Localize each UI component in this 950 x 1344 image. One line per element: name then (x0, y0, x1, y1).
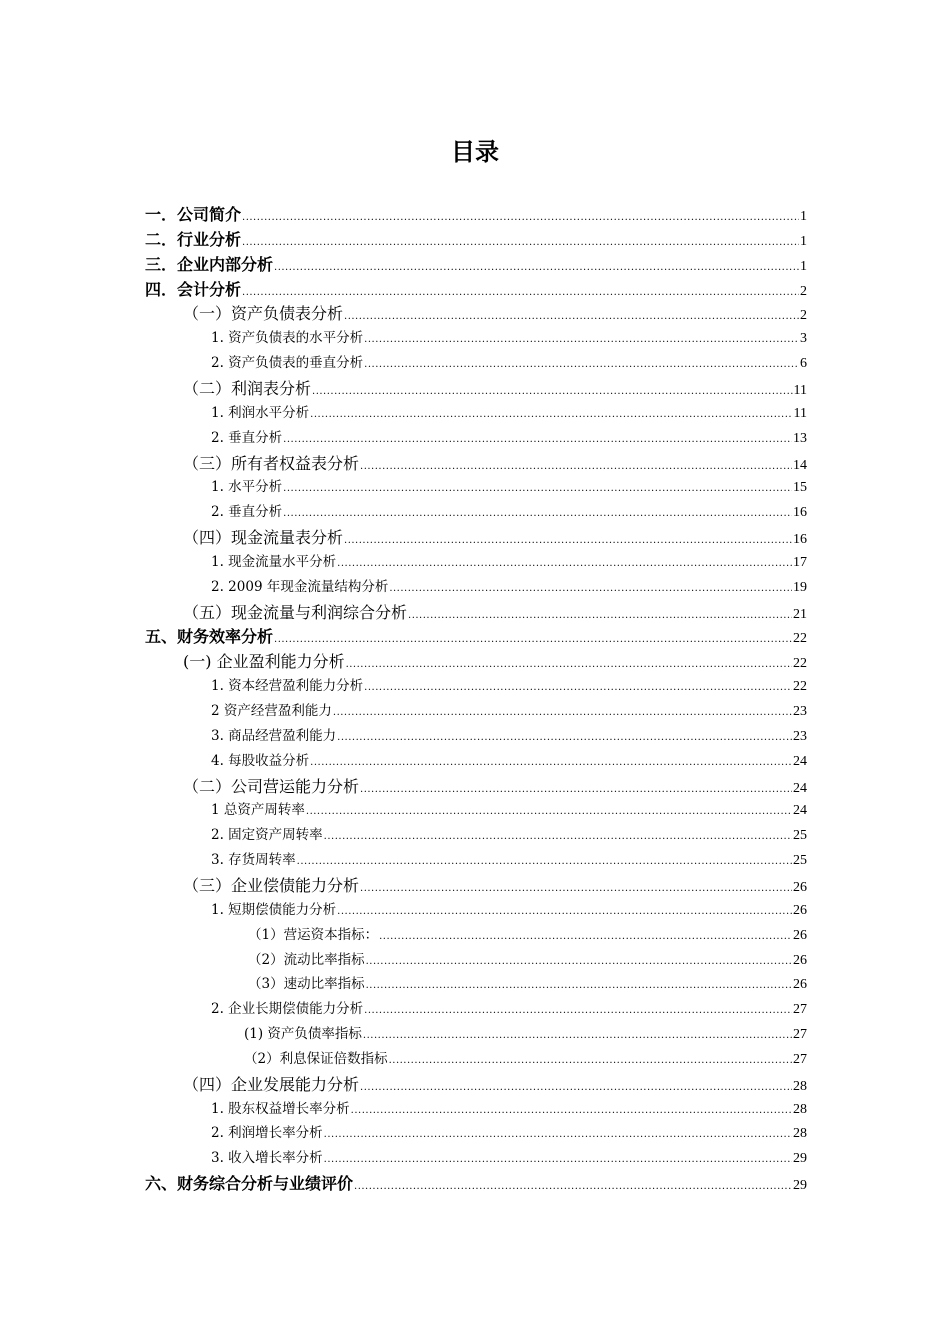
toc-entry[interactable] (211, 426, 807, 447)
toc-entry[interactable] (211, 798, 807, 819)
toc-entry-label: （3）速动比率指标 (248, 976, 365, 993)
toc-entry-label: 四．会计分析 (145, 279, 242, 299)
toc-entry-page-number: 21 (793, 606, 807, 622)
toc-dot-leader (366, 956, 792, 967)
toc-entry-label: （三）企业偿债能力分析 (183, 875, 360, 895)
toc-dot-leader (408, 610, 792, 621)
toc-entry-page-number: 22 (793, 631, 807, 647)
toc-entry[interactable] (211, 550, 807, 571)
toc-entry-label: 1. 股东权益增长率分析 (211, 1100, 350, 1117)
toc-entry-page-number: 24 (793, 753, 807, 769)
toc-entry-page-number: 25 (793, 853, 807, 869)
toc-entry-page-number: 19 (793, 579, 807, 595)
toc-entry-label: （2）利息保证倍数指标 (244, 1050, 388, 1067)
toc-entry-page-number: 23 (793, 704, 807, 719)
toc-dot-leader (274, 634, 792, 645)
toc-entry-label: （五）现金流量与利润综合分析 (183, 602, 408, 622)
toc-entry-page-number: 23 (793, 728, 807, 744)
toc-dot-leader (306, 806, 792, 817)
toc-entry-page-number: 1 (800, 258, 807, 274)
toc-dot-leader (337, 558, 792, 569)
toc-dot-leader (337, 732, 792, 743)
toc-entry-label: 五、财务效率分析 (145, 627, 274, 647)
toc-entry-page-number: 3 (800, 331, 807, 347)
toc-entry[interactable] (211, 1121, 807, 1142)
toc-entry[interactable] (211, 1097, 807, 1118)
toc-dot-leader (344, 535, 792, 546)
toc-entry[interactable] (183, 649, 807, 672)
toc-entry[interactable] (248, 948, 807, 969)
toc-entry-page-number: 16 (793, 532, 807, 548)
toc-entry-label: （一）资产负债表分析 (183, 304, 344, 324)
toc-entry[interactable] (211, 1146, 807, 1167)
toc-entry-label: （二）利润表分析 (183, 378, 312, 398)
toc-entry-label: 4. 每股收益分析 (211, 752, 310, 769)
toc-entry[interactable] (183, 774, 807, 797)
toc-entry[interactable] (211, 699, 807, 720)
toc-entry-page-number: 22 (793, 679, 807, 695)
toc-entry-label: 2. 2009 年现金流量结构分析 (211, 578, 389, 595)
toc-entry[interactable] (183, 525, 807, 548)
toc-entry-page-number: 2 (800, 308, 807, 324)
toc-entry[interactable] (145, 1171, 807, 1194)
toc-dot-leader (360, 784, 792, 795)
toc-entry-label: （二）公司营运能力分析 (183, 776, 360, 796)
toc-entry-page-number: 17 (793, 554, 807, 570)
toc-entry-page-number: 26 (793, 879, 807, 895)
toc-entry[interactable] (211, 898, 807, 919)
toc-entry-label: 2. 垂直分析 (211, 429, 283, 446)
toc-dot-leader (333, 707, 792, 718)
toc-entry-page-number: 26 (793, 902, 807, 918)
toc-entry-page-number: 29 (793, 1151, 807, 1167)
toc-dot-leader (364, 359, 799, 370)
toc-entry-label: 一．公司简介 (145, 205, 242, 224)
toc-dot-leader (360, 1082, 792, 1093)
toc-entry-label: 1. 资本经营盈利能力分析 (211, 678, 364, 695)
toc-entry[interactable] (211, 475, 807, 496)
toc-entry-page-number: 26 (793, 952, 807, 968)
toc-entry[interactable] (183, 301, 807, 324)
toc-entry-page-number: 28 (793, 1078, 807, 1094)
toc-entry-label: 1. 现金流量水平分析 (211, 553, 337, 570)
toc-entry[interactable] (145, 252, 807, 275)
toc-entry-label: 二．行业分析 (145, 229, 242, 249)
toc-dot-leader (242, 212, 799, 223)
toc-dot-leader (389, 583, 792, 594)
toc-entry-label: 3. 商品经营盈利能力 (211, 727, 337, 744)
toc-entry[interactable] (211, 351, 807, 372)
toc-entry-label: (一) 企业盈利能力分析 (183, 652, 345, 672)
toc-dot-leader (310, 757, 792, 768)
toc-entry-page-number: 27 (793, 1002, 807, 1018)
toc-dot-leader (283, 483, 792, 494)
toc-dot-leader (360, 883, 792, 894)
toc-dot-leader (283, 434, 792, 445)
toc-dot-leader (366, 980, 792, 991)
toc-entry-page-number: 13 (793, 430, 807, 446)
toc-entry-page-number: 6 (800, 356, 807, 372)
toc-dot-leader (312, 386, 793, 397)
toc-entry[interactable] (211, 401, 807, 422)
toc-dot-leader (344, 311, 799, 322)
toc-entry-page-number: 26 (793, 977, 807, 993)
toc-entry-page-number: 29 (793, 1178, 807, 1194)
toc-entry-label: （四）企业发展能力分析 (183, 1074, 360, 1094)
toc-dot-leader (283, 508, 792, 519)
toc-dot-leader (242, 237, 799, 248)
toc-entry-label: 2. 企业长期偿债能力分析 (211, 1001, 364, 1018)
toc-entry[interactable] (211, 575, 807, 596)
toc-entry-label: 2. 资产负债表的垂直分析 (211, 355, 364, 372)
toc-entry[interactable] (145, 227, 807, 250)
toc-entry[interactable] (211, 326, 807, 347)
toc-entry-page-number: 24 (793, 780, 807, 796)
toc-entry[interactable] (183, 600, 807, 623)
toc-entry[interactable] (183, 451, 807, 474)
toc-entry-label: 2 资产经营盈利能力 (211, 703, 332, 719)
toc-entry-page-number: 25 (793, 828, 807, 844)
toc-entry[interactable] (145, 277, 807, 300)
toc-entry[interactable] (183, 376, 807, 399)
toc-entry[interactable] (244, 1022, 807, 1043)
toc-entry-label: 六、财务综合分析与业绩评价 (145, 1174, 354, 1194)
toc-entry[interactable] (211, 724, 807, 745)
toc-entry-label: 3. 存货周转率 (211, 852, 296, 869)
toc-dot-leader (360, 461, 792, 472)
toc-dot-leader (337, 906, 792, 917)
toc-entry-label: 3. 收入增长率分析 (211, 1150, 323, 1167)
toc-entry-page-number: 28 (793, 1101, 807, 1117)
toc-entry[interactable] (211, 848, 807, 869)
toc-dot-leader (379, 931, 792, 942)
toc-entry-page-number: 22 (793, 656, 807, 672)
toc-entry-page-number: 16 (793, 505, 807, 521)
toc-entry-label: 2. 利润增长率分析 (211, 1125, 323, 1142)
toc-entry[interactable] (145, 624, 807, 647)
toc-dot-leader (351, 1105, 792, 1116)
toc-dot-leader (274, 262, 799, 273)
toc-dot-leader (389, 1055, 792, 1066)
toc-entry-label: （三）所有者权益表分析 (183, 453, 360, 473)
toc-entry[interactable] (211, 997, 807, 1018)
toc-entry-label: 三．企业内部分析 (145, 254, 274, 274)
toc-dot-leader (364, 682, 792, 693)
toc-entry-label: （四）现金流量表分析 (183, 528, 344, 548)
toc-entry-label: 1. 利润水平分析 (211, 404, 310, 421)
toc-dot-leader (346, 659, 792, 670)
toc-dot-leader (297, 856, 792, 867)
toc-entry-page-number: 26 (793, 927, 807, 943)
page-title: 目录 (451, 138, 499, 166)
toc-entry-page-number: 28 (793, 1126, 807, 1142)
toc-entry[interactable] (145, 202, 807, 225)
toc-dot-leader (364, 1005, 792, 1016)
toc-dot-leader (354, 1181, 792, 1192)
toc-entry[interactable] (244, 1047, 807, 1068)
toc-entry-label: 1. 水平分析 (211, 479, 283, 496)
toc-entry-label: 1 总资产周转率 (211, 802, 305, 819)
toc-entry-page-number: 1 (800, 233, 807, 249)
toc-entry-page-number: 2 (800, 283, 807, 299)
toc-entry[interactable] (211, 823, 807, 844)
toc-entry[interactable] (248, 923, 807, 944)
toc-dot-leader (364, 334, 799, 345)
toc-entry-page-number: 11 (793, 405, 807, 421)
toc-entry-label: 1. 资产负债表的水平分析 (211, 330, 364, 347)
toc-entry-page-number: 1 (800, 209, 807, 224)
toc-entry[interactable] (248, 972, 807, 993)
toc-entry[interactable] (211, 674, 807, 695)
toc-dot-leader (310, 409, 792, 420)
toc-entry-page-number: 27 (793, 1051, 807, 1067)
toc-entry-page-number: 14 (793, 457, 807, 473)
toc-dot-leader (242, 287, 799, 298)
toc-entry-page-number: 15 (793, 480, 807, 496)
toc-dot-leader (363, 1030, 792, 1041)
toc-entry-label: （2）流动比率指标 (248, 951, 365, 968)
toc-entry-page-number: 24 (793, 803, 807, 819)
toc-entry-label: （1）营运资本指标： (248, 926, 379, 943)
toc-entry[interactable] (183, 1072, 807, 1095)
toc-entry[interactable] (211, 749, 807, 770)
toc-entry-page-number: 27 (793, 1027, 807, 1043)
toc-entry-page-number: 11 (793, 382, 807, 398)
toc-entry[interactable] (183, 873, 807, 896)
toc-dot-leader (324, 831, 792, 842)
toc-dot-leader (324, 1129, 792, 1140)
toc-entry-label: 1. 短期偿债能力分析 (211, 901, 337, 918)
toc-entry-label: 2. 垂直分析 (211, 504, 283, 521)
toc-entry[interactable] (211, 500, 807, 521)
toc-entry-label: (1) 资产负债率指标 (244, 1026, 362, 1043)
toc-entry-label: 2. 固定资产周转率 (211, 827, 323, 844)
toc-dot-leader (324, 1154, 792, 1165)
